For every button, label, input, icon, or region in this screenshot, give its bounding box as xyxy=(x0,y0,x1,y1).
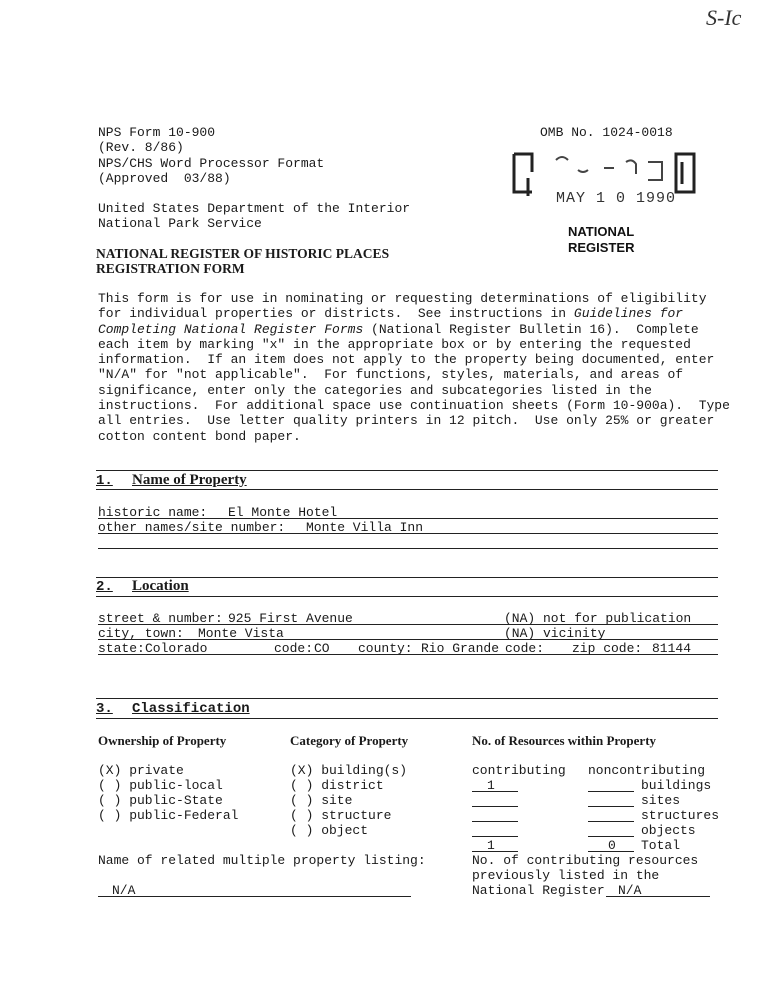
form-format: NPS/CHS Word Processor Format xyxy=(98,156,325,171)
ownership-option: ( ) public-State xyxy=(98,793,223,808)
previously-listed-rule xyxy=(606,896,710,897)
state-rule xyxy=(98,654,718,655)
category-option: ( ) object xyxy=(290,823,369,838)
form-revision: (Rev. 8/86) xyxy=(98,140,184,155)
instructions-line: instructions. For additional space use continuation sheets (Form 10-900a). Type xyxy=(98,398,730,414)
previously-listed-line: previously listed in the xyxy=(472,868,660,883)
agency-department: United States Department of the Interior xyxy=(98,201,411,216)
form-subtitle: REGISTRATION FORM xyxy=(96,261,245,276)
omb-number: OMB No. 1024-0018 xyxy=(540,125,673,140)
category-option: ( ) structure xyxy=(290,808,392,823)
instructions-line: information. If an item does not apply to the property being documented, enter xyxy=(98,352,715,368)
instructions-line: all entries. Use letter quality printers in 12 pitch. Use only 25% or greater xyxy=(98,413,715,429)
stamp-register: REGISTER xyxy=(568,240,635,255)
ownership-option: ( ) public-local xyxy=(98,778,223,793)
instructions-line xyxy=(98,322,723,337)
state-code-value: CO xyxy=(314,641,330,656)
not-for-publication: (NA) not for publication xyxy=(504,611,692,626)
form-title: NATIONAL REGISTER OF HISTORIC PLACES xyxy=(96,246,390,261)
section-1-bottom-rule xyxy=(98,548,718,549)
noncontributing-blank xyxy=(588,806,634,807)
county-value: Rio Grande xyxy=(421,641,500,656)
state-value: Colorado xyxy=(145,641,208,656)
section-2-heading-rule xyxy=(96,596,718,597)
section-3-heading-rule xyxy=(96,718,718,719)
section-3-heading: Classification xyxy=(132,701,250,717)
noncontributing-label: noncontributing xyxy=(588,763,706,778)
contributing-blank xyxy=(472,836,518,837)
received-stamp xyxy=(508,148,700,258)
guidelines-title: Guidelines for xyxy=(573,306,684,322)
section-1-number: 1. xyxy=(96,473,113,489)
contributing-blank xyxy=(472,806,518,807)
stamp-national: NATIONAL xyxy=(568,224,635,239)
instructions-text: for individual properties or districts. See instructions in xyxy=(98,306,574,322)
handwritten-corner-mark: S-Ic xyxy=(706,5,742,30)
resource-type-label: objects xyxy=(641,823,696,838)
county-label: county: xyxy=(358,641,413,656)
instructions-line: significance, enter only the categories and subcategories listed in the xyxy=(98,382,652,398)
section-1-heading-rule xyxy=(96,489,718,490)
city-value: Monte Vista xyxy=(198,626,284,641)
instructions-line: each item by marking "x" in the appropriate box or by entering the requested xyxy=(98,336,691,352)
form-approved: (Approved 03/88) xyxy=(98,171,231,186)
city-label: city, town: xyxy=(98,626,184,641)
contributing-label: contributing xyxy=(472,763,566,778)
category-option: (X) building(s) xyxy=(290,763,408,778)
historic-name-value: El Monte Hotel xyxy=(228,505,338,520)
historic-name-rule xyxy=(98,518,718,519)
category-option: ( ) district xyxy=(290,778,384,793)
related-listing-value: N/A xyxy=(112,883,136,898)
ownership-heading: Ownership of Property xyxy=(98,733,227,748)
instructions-line: cotton content bond paper. xyxy=(98,428,301,444)
section-2-top-rule xyxy=(96,577,718,578)
ownership-option: (X) private xyxy=(98,763,184,778)
contributing-blank xyxy=(472,791,518,792)
street-value: 925 First Avenue xyxy=(228,611,353,626)
section-3-top-rule xyxy=(96,698,718,699)
zip-label: zip code: xyxy=(572,641,643,656)
contributing-count: 1 xyxy=(487,778,495,793)
section-1-heading: Name of Property xyxy=(132,472,247,488)
previously-listed-value: N/A xyxy=(618,883,642,898)
street-rule xyxy=(98,624,718,625)
historic-name-label: historic name: xyxy=(98,505,208,520)
state-label: state: xyxy=(98,641,145,656)
category-heading: Category of Property xyxy=(290,733,409,748)
other-names-label: other names/site number: xyxy=(98,520,286,535)
instructions-text: (National Register Bulletin 16). Complete xyxy=(363,321,699,337)
noncontributing-blank xyxy=(588,791,634,792)
section-2-heading: Location xyxy=(132,578,189,594)
related-listing-rule xyxy=(98,896,411,897)
instructions-line: "N/A" for "not applicable". For functions, styles, materials, and areas of xyxy=(98,367,684,383)
category-option: ( ) site xyxy=(290,793,353,808)
noncontributing-total: 0 xyxy=(608,838,616,853)
noncontributing-blank xyxy=(588,821,634,822)
section-1-top-rule xyxy=(96,470,718,471)
received-stamp-date: MAY 1 0 1990 xyxy=(556,190,677,207)
contributing-blank xyxy=(472,821,518,822)
related-listing-label: Name of related multiple property listing: xyxy=(98,853,426,868)
agency-service: National Park Service xyxy=(98,216,262,231)
city-rule xyxy=(98,639,718,640)
total-label: Total xyxy=(641,838,681,853)
guidelines-title: Completing National Register Forms xyxy=(98,321,364,337)
street-label: street & number: xyxy=(98,611,223,626)
zip-value: 81144 xyxy=(652,641,692,656)
vicinity: (NA) vicinity xyxy=(504,626,606,641)
state-code-label: code: xyxy=(274,641,314,656)
resources-heading: No. of Resources within Property xyxy=(472,733,657,748)
resource-type-label: sites xyxy=(641,793,681,808)
contributing-blank xyxy=(472,851,518,852)
instructions-paragraph xyxy=(98,291,730,444)
county-code-label: code: xyxy=(505,641,545,656)
form-number: NPS Form 10-900 xyxy=(98,125,216,140)
resource-type-label: structures xyxy=(641,808,720,823)
resource-type-label: buildings xyxy=(641,778,712,793)
instructions-line xyxy=(98,306,723,321)
other-names-rule xyxy=(98,533,718,534)
noncontributing-blank xyxy=(588,836,634,837)
section-2-number: 2. xyxy=(96,579,113,595)
contributing-total: 1 xyxy=(487,838,495,853)
instructions-line: This form is for use in nominating or requesting determinations of eligibility xyxy=(98,291,707,306)
ownership-option: ( ) public-Federal xyxy=(98,808,239,823)
other-names-value: Monte Villa Inn xyxy=(306,520,424,535)
previously-listed-label: National Register xyxy=(472,883,605,898)
previously-listed-line: No. of contributing resources xyxy=(472,853,699,868)
section-3-number: 3. xyxy=(96,701,113,717)
